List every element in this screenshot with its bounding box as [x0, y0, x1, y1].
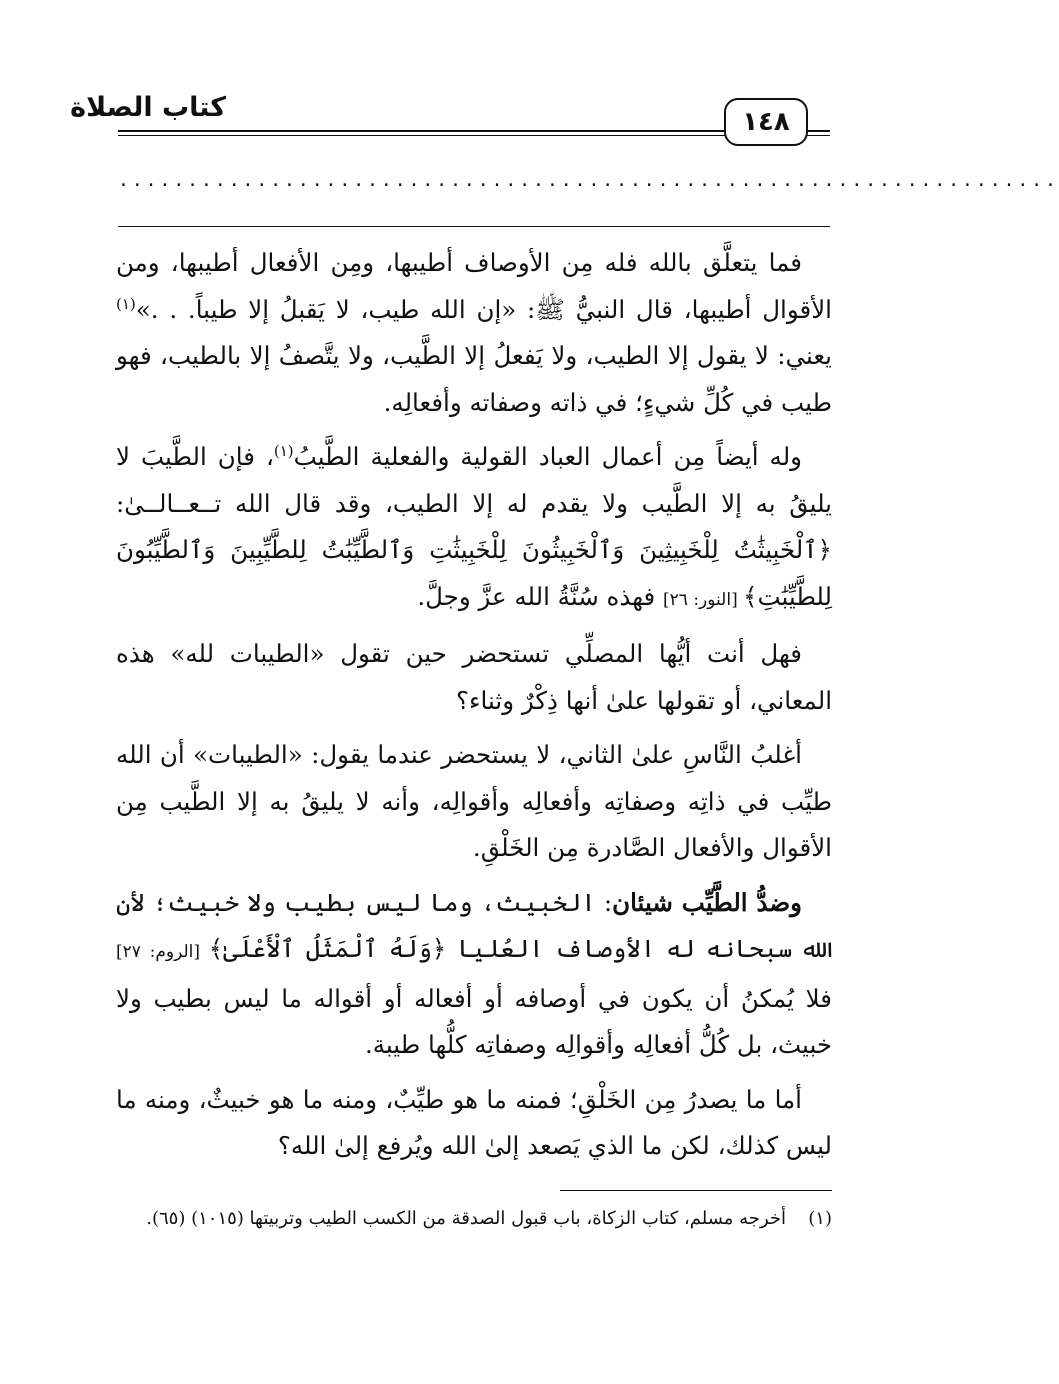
main-text — [116, 240, 832, 1178]
footnote-number: (١) — [808, 1208, 832, 1229]
footnote-text: أخرجه مسلم، كتاب الزكاة، باب قبول الصدقة من الكسب الطيب وتربيتها (١٠١٥) (٦٥). — [146, 1208, 786, 1229]
paragraph-3: فهل أنت أيُّها المصلِّي تستحضر حين تقول «الطيبات لله» هذه المعاني، أو تقولها علىٰ أنها ذِكْرٌ وثناء؟ — [116, 639, 832, 715]
book-title: كتاب الصلاة — [66, 92, 230, 123]
paragraph-6: أما ما يصدرُ مِن الخَلْقِ؛ فمنه ما هو طيِّبٌ، ومنه ما هو خبيثٌ، ومنه ما ليس كذلك، لكن ما الذي يَصعد إلىٰ الله ويُرفع إلىٰ الله؟ — [116, 1084, 832, 1160]
dotted-separator: .................................................................... — [118, 170, 1059, 191]
paragraph-5-text-b: فلا يُمكنُ أن يكون في أوصافه أو أفعاله أو أقواله ما ليس بطيب ولا خبيث، بل كُلُّ أفعالِه وأقوالِه وصفاتِه كلُّها طيبة. — [116, 983, 832, 1059]
quran-verse: ﴿ٱلْخَبِيثَٰتُ لِلْخَبِيثِينَ وَٱلْخَبِيثُونَ لِلْخَبِيثَٰتِ وَٱلطَّيِّبَٰتُ لِلطَّيِّبِينَ وَٱلطَّيِّبُونَ لِلطَّيِّبَٰتِ﴾ — [116, 535, 832, 611]
footnote-mark: (١) — [273, 441, 294, 460]
footnote-rule — [560, 1190, 832, 1191]
footnote-mark: (١) — [116, 294, 136, 313]
paragraph-2-text-b: ، فإن الطَّيبَ لا يليقُ به إلا الطَّيب ولا يقدم له إلا الطيب، وقد قال الله تــعــالــىٰ: — [116, 442, 832, 518]
verse-reference: [الروم: ٢٧] — [116, 942, 209, 962]
paragraph-2-text-c: فهذه سُنَّةُ الله عزَّ وجلَّ. — [417, 581, 664, 611]
paragraph-2 — [116, 434, 832, 623]
top-rule — [118, 226, 830, 227]
verse-reference: [النور: ٢٦] — [663, 589, 744, 610]
quran-verse: ﴿وَلَهُ ٱلْمَثَلُ ٱلْأَعْلَىٰ﴾ — [208, 934, 447, 963]
paragraph-2-text-a: وله أيضاً مِن أعمال العباد القولية والفعلية الطَّيبُ — [293, 442, 802, 471]
page-header — [70, 84, 830, 150]
paragraph-1-text-b: يعني: لا يقول إلا الطيب، ولا يَفعلُ إلا الطَّيب، ولا يتَّصفُ إلا بالطيب، فهو طيب في كُلِّ شيءٍ؛ في ذاته وصفاته وأفعالِه. — [116, 341, 832, 417]
paragraph-5 — [116, 880, 832, 1069]
footnotes — [116, 1202, 832, 1236]
page-number: ١٤٨ — [724, 98, 808, 146]
paragraph-1-text-a: فما يتعلَّق بالله فله مِن الأوصاف أطيبها، ومِن الأفعال أطيبها، ومن الأقوال أطيبها، قال النبيُّ ﷺ: «إن الله طيب، لا يَقبلُ إلا طيباً. . .» — [116, 248, 832, 324]
header-rule-thin — [118, 135, 830, 136]
paragraph-4: أغلبُ النَّاسِ علىٰ الثاني، لا يستحضر عندما يقول: «الطيبات» أن الله طيِّب في ذاتِه وصفاتِه وأفعالِه وأقوالِه، وأنه لا يليقُ به إلا الطَّيب مِن الأقوال والأفعال الصَّادرة مِن الخَلْقِ. — [116, 740, 832, 862]
paragraph-5-text-a: : الخبيث، وما ليس بطيب ولا خبيث؛ لأن الله سبحانه له الأوصاف العُليا — [116, 887, 832, 963]
bold-lead: وضدُّ الطَّيِّب شيئان — [612, 887, 802, 917]
footnote — [116, 1202, 832, 1236]
paragraph-1 — [116, 240, 832, 426]
